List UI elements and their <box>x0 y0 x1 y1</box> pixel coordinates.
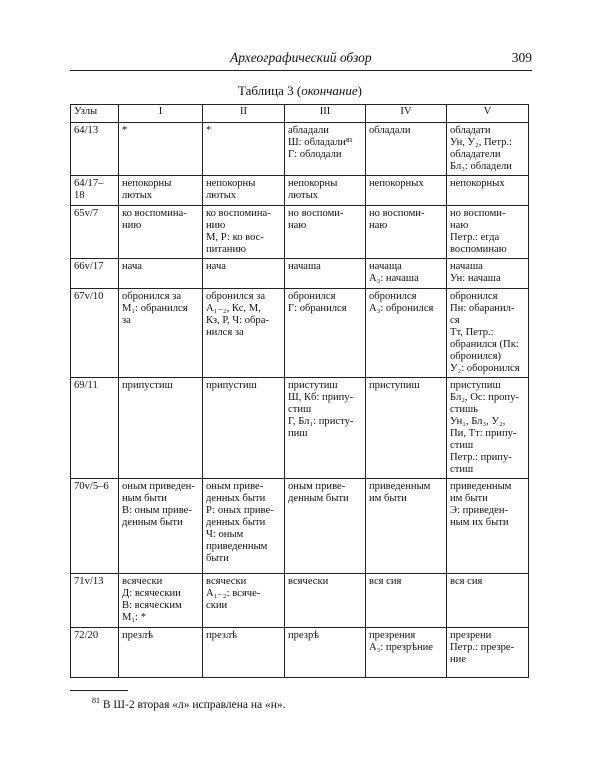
reading-cell <box>447 628 529 678</box>
reading-cell <box>366 628 447 678</box>
table-row <box>71 378 529 479</box>
reading-text: презлѣ <box>122 630 154 641</box>
table-body <box>71 123 529 678</box>
reading-cell <box>203 378 285 479</box>
node-label: 64/17– 18 <box>74 178 104 201</box>
reading-text: но воспоми- наю <box>288 208 344 231</box>
reading-cell <box>203 479 285 574</box>
reading-text: абладали Ш: обладали⁸¹ Г: облодали <box>288 125 353 160</box>
reading-text: обронился за М₁: обранился за <box>122 291 188 326</box>
caption-prefix: Таблица 3 ( <box>238 83 302 98</box>
reading-text: * <box>206 125 212 136</box>
table-header-row <box>71 105 529 123</box>
node-cell <box>71 378 119 479</box>
reading-cell <box>447 378 529 479</box>
reading-text: презрѣ <box>288 630 320 641</box>
reading-cell <box>203 259 285 289</box>
table-row <box>71 206 529 259</box>
reading-text: обронился Пн: обаранил- ся Тт, Петр.: обранился (Пк: обронился) У₂: оборонился <box>450 291 520 374</box>
reading-text: обронился за А₁₋₂, Кс, М, Кз, Р, Ч: обра- нился за <box>206 291 269 338</box>
node-label: 69/11 <box>74 380 98 391</box>
reading-cell <box>366 123 447 176</box>
node-label: 67v/10 <box>74 291 104 302</box>
node-label: 64/13 <box>74 125 99 136</box>
reading-cell <box>285 479 366 574</box>
reading-cell <box>366 259 447 289</box>
reading-text: приступиш Бл₂, Ос: пропу- стишь Ун₁, Бл₃, У₂, Пи, Тт: припу- стиш Петр.: припу- стиш <box>450 380 519 475</box>
reading-text: начаша Ун: начаша <box>450 261 501 284</box>
caption-suffix: ) <box>357 83 362 98</box>
caption-emphasis: окончание <box>301 83 358 98</box>
reading-cell <box>285 123 366 176</box>
reading-text: припустиш <box>206 380 257 391</box>
node-label: 71v/13 <box>74 576 104 587</box>
reading-cell <box>119 176 203 206</box>
table-row <box>71 123 529 176</box>
reading-text: но воспоми- наю <box>369 208 425 231</box>
reading-text: обладали <box>369 125 411 136</box>
reading-text: обронился А₃: обронился <box>369 291 434 314</box>
node-cell <box>71 289 119 378</box>
reading-text: непокорны лютых <box>122 178 172 201</box>
reading-cell <box>285 206 366 259</box>
table-row <box>71 628 529 678</box>
reading-cell <box>366 574 447 628</box>
reading-cell <box>203 176 285 206</box>
reading-cell <box>447 259 529 289</box>
reading-text: нача <box>122 261 142 272</box>
reading-text: нача <box>206 261 226 272</box>
reading-text: начаща А₃: начаша <box>369 261 419 284</box>
column-header: Узлы <box>71 105 119 123</box>
table-row <box>71 176 529 206</box>
reading-text: приступиш <box>369 380 420 391</box>
reading-text: оным приве- денным быти <box>288 481 349 504</box>
reading-text: обронился Г: обранился <box>288 291 347 314</box>
comparison-table <box>70 104 529 678</box>
table-row <box>71 259 529 289</box>
reading-text: презлѣ <box>206 630 238 641</box>
reading-text: обладати Ун, У₂, Петр.: обладатели Бл₃: обладели <box>450 125 513 172</box>
reading-text: презрения А₃: презрѣние <box>369 630 434 653</box>
footnote-divider <box>70 690 128 691</box>
column-header: V <box>447 105 529 123</box>
column-header: IV <box>366 105 447 123</box>
reading-cell <box>366 378 447 479</box>
reading-cell <box>366 206 447 259</box>
column-header: II <box>203 105 285 123</box>
reading-text: пристутиш Ш, Кб: припу- стиш Г, Бл₁: присту- пиш <box>288 380 354 439</box>
reading-text: непокорны лютых <box>206 178 256 201</box>
node-cell <box>71 123 119 176</box>
reading-cell <box>203 574 285 628</box>
reading-cell <box>447 123 529 176</box>
reading-cell <box>366 176 447 206</box>
footnote-number: 81 <box>92 696 100 706</box>
node-cell <box>71 479 119 574</box>
reading-cell <box>285 574 366 628</box>
reading-cell <box>285 259 366 289</box>
table-row <box>71 289 529 378</box>
footnote-text: В Ш-2 вторая «л» исправлена на «н». <box>100 699 286 711</box>
column-header: III <box>285 105 366 123</box>
table-row <box>71 479 529 574</box>
node-label: 70v/5–6 <box>74 481 109 492</box>
node-label: 65v/7 <box>74 208 99 219</box>
reading-cell <box>366 479 447 574</box>
reading-cell <box>285 378 366 479</box>
reading-cell <box>447 574 529 628</box>
reading-text: непокорных <box>369 178 424 189</box>
reading-text: непокорных <box>450 178 505 189</box>
reading-text: приведенным им быти Э: приведен- ным их быти <box>450 481 512 528</box>
reading-text: оным приведен- ным быти В: оным приве- денным быти <box>122 481 195 528</box>
reading-cell <box>203 628 285 678</box>
node-cell <box>71 206 119 259</box>
reading-text: но воспоми- наю Петр.: егда воспоминаю <box>450 208 507 255</box>
reading-cell <box>119 628 203 678</box>
reading-text: вся сия <box>369 576 402 587</box>
reading-cell <box>203 123 285 176</box>
reading-text: * <box>122 125 128 136</box>
running-title: Археографический обзор <box>230 50 372 65</box>
reading-cell <box>119 259 203 289</box>
reading-text: непокорны лютых <box>288 178 338 201</box>
node-cell <box>71 628 119 678</box>
node-cell <box>71 259 119 289</box>
table-caption <box>0 83 600 99</box>
page-number: 309 <box>511 50 532 65</box>
reading-text: вся сия <box>450 576 483 587</box>
reading-cell <box>203 206 285 259</box>
reading-cell <box>119 123 203 176</box>
reading-cell <box>119 479 203 574</box>
reading-cell <box>119 289 203 378</box>
reading-cell <box>447 479 529 574</box>
reading-text: припустиш <box>122 380 173 391</box>
footnote <box>92 696 286 711</box>
reading-cell <box>447 176 529 206</box>
reading-cell <box>447 206 529 259</box>
reading-text: всячески Д: всяческии В: всяческим М₁: * <box>122 576 182 623</box>
reading-text: ко воспомина- нию <box>122 208 187 231</box>
reading-text: всячески А₁₋₂: всяче- скии <box>206 576 261 611</box>
reading-text: всячески <box>288 576 329 587</box>
reading-cell <box>203 289 285 378</box>
node-cell <box>71 176 119 206</box>
node-label: 72/20 <box>74 630 99 641</box>
node-cell <box>71 574 119 628</box>
reading-text: приведенным им быти <box>369 481 431 504</box>
reading-text: презрени Петр.: презре- ние <box>450 630 515 665</box>
running-header <box>70 46 532 71</box>
reading-cell <box>366 289 447 378</box>
table-row <box>71 574 529 628</box>
reading-cell <box>285 289 366 378</box>
reading-text: начаша <box>288 261 321 272</box>
column-header: I <box>119 105 203 123</box>
reading-cell <box>119 378 203 479</box>
reading-text: ко воспомина- нию М, Р: ко вос- питанию <box>206 208 271 255</box>
reading-cell <box>285 176 366 206</box>
reading-cell <box>119 574 203 628</box>
reading-cell <box>119 206 203 259</box>
node-label: 66v/17 <box>74 261 104 272</box>
reading-cell <box>447 289 529 378</box>
reading-text: оным приве- денных быти Р: оных приве- денных быти Ч: оным приведенным быти <box>206 481 274 564</box>
reading-cell <box>285 628 366 678</box>
